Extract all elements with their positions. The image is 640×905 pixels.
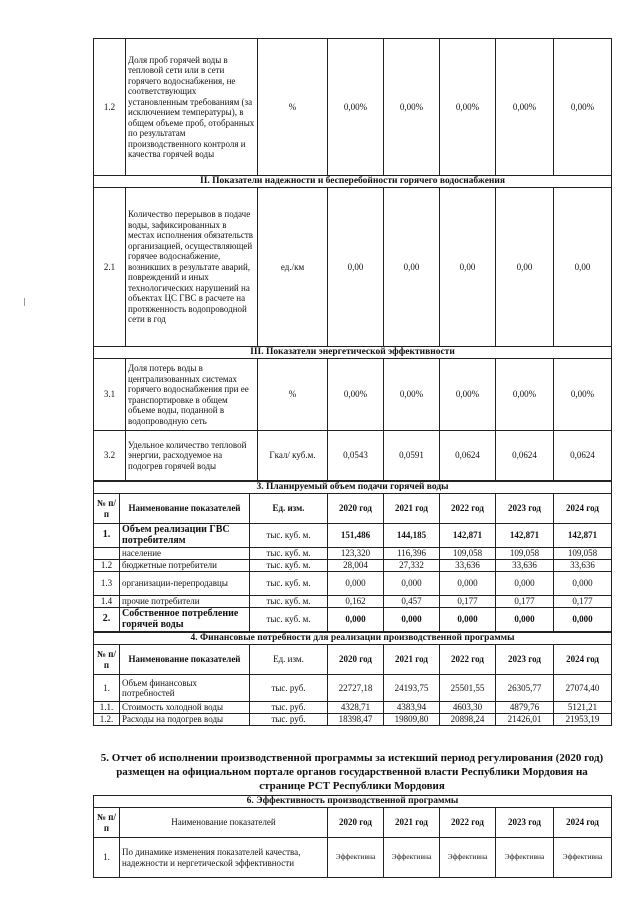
table-title: 3. Планируемый объем подачи горячей воды	[94, 482, 612, 494]
header-name: Наименование показателей	[120, 494, 250, 524]
row-name: Количество перерывов в подаче воды, зафиксированных в местах исполнения обязательств организацией, осуществляющей горячее водоснабжение, возникших в результате аварий, повреждений и иных технологических нарушений на объектах ЦС ГВС в расчете на протяженность водопроводной сети в год	[126, 188, 258, 347]
row-unit: тыс. куб. м.	[250, 572, 328, 596]
value-2023: 33,636	[496, 560, 554, 572]
header-year: 2023 год	[496, 494, 554, 524]
row-name: Расходы на подогрев воды	[120, 714, 250, 726]
value-2020: 22727,18	[328, 675, 384, 702]
header-number: № п/п	[94, 645, 120, 675]
value-2021: 0,0591	[384, 431, 440, 481]
table-row	[94, 39, 612, 176]
table-row	[94, 359, 612, 431]
row-unit: тыс. куб. м.	[250, 524, 328, 548]
value-2023: 0,00%	[496, 39, 554, 176]
value-2024: 33,636	[554, 560, 612, 572]
value-2021: 0,000	[384, 608, 440, 632]
table-row	[94, 838, 612, 878]
value-2024: 0,0624	[554, 431, 612, 481]
value-2024: 21953,19	[554, 714, 612, 726]
value-2022: 4603,30	[440, 702, 496, 714]
row-unit: тыс. руб.	[250, 675, 328, 702]
row-number: 1.2	[94, 560, 120, 572]
row-unit: тыс. куб. м.	[250, 548, 328, 560]
row-name: Доля проб горячей воды в тепловой сети или в сети горячего водоснабжения, не соответствующих установленным требованиям (за исключением температуры), в общем объеме проб, отобранных по результатам производственного контроля и качества горячей воды	[126, 39, 258, 176]
value-2023: 4879,76	[496, 702, 554, 714]
row-unit: Гкал/ куб.м.	[258, 431, 328, 481]
header-year: 2020 год	[328, 645, 384, 675]
value-2023: 21426,01	[496, 714, 554, 726]
row-unit: тыс. куб. м.	[250, 596, 328, 608]
value-2022: 0,000	[440, 608, 496, 632]
value-2020: 0,00%	[328, 359, 384, 431]
header-year: 2022 год	[440, 808, 496, 838]
value-2022: 142,871	[440, 524, 496, 548]
header-year: 2021 год	[384, 645, 440, 675]
value-2024: Эффективна	[554, 838, 612, 878]
row-unit: тыс. руб.	[250, 714, 328, 726]
table-title-row	[94, 796, 612, 808]
value-2024: 27074,40	[554, 675, 612, 702]
value-2022: 20898,24	[440, 714, 496, 726]
report-paragraph: 5. Отчет об исполнении производственной программы за истекший период регулирования (2020 год) размещен на официальном портале органов государственной власти Республики Мордовия на странице РСТ Республики Мордовия	[100, 752, 604, 792]
header-year: 2023 год	[496, 645, 554, 675]
header-year: 2021 год	[384, 494, 440, 524]
row-name: Объем реализации ГВС потребителям	[120, 524, 250, 548]
value-2020: 123,320	[328, 548, 384, 560]
section-header-row	[94, 347, 612, 359]
value-2020: 0,162	[328, 596, 384, 608]
header-name: Наименование показателей	[120, 808, 328, 838]
row-name: Удельное количество тепловой энергии, расходуемое на подогрев горячей воды	[126, 431, 258, 481]
value-2021: 116,396	[384, 548, 440, 560]
header-row	[94, 494, 612, 524]
header-name: Наименование показателей	[120, 645, 250, 675]
value-2024: 142,871	[554, 524, 612, 548]
margin-mark	[24, 298, 25, 306]
value-2020: 0,000	[328, 608, 384, 632]
table-row	[94, 431, 612, 481]
value-2023: 26305,77	[496, 675, 554, 702]
value-2024: 0,00%	[554, 359, 612, 431]
row-number: 1.2	[94, 39, 126, 176]
row-unit: тыс. куб. м.	[250, 560, 328, 572]
row-name: Доля потерь воды в централизованных системах горячего водоснабжения при ее транспортировке в общем объеме воды, поданной в водопроводную сеть	[126, 359, 258, 431]
row-number: 3.2	[94, 431, 126, 481]
table-row	[94, 596, 612, 608]
value-2022: 0,00	[440, 188, 496, 347]
row-name: прочие потребители	[120, 596, 250, 608]
header-year: 2024 год	[554, 808, 612, 838]
value-2023: 0,177	[496, 596, 554, 608]
row-name: Объем финансовых потребностей	[120, 675, 250, 702]
value-2020: 4328,71	[328, 702, 384, 714]
section-header-row	[94, 176, 612, 188]
value-2022: 0,0624	[440, 431, 496, 481]
row-number: 2.	[94, 608, 120, 632]
row-number: 1.	[94, 675, 120, 702]
table-title: 4. Финансовые потребности для реализации производственной программы	[94, 633, 612, 645]
header-year: 2021 год	[384, 808, 440, 838]
row-number	[94, 548, 120, 560]
header-year: 2020 год	[328, 494, 384, 524]
value-2024: 5121,21	[554, 702, 612, 714]
value-2020: 151,486	[328, 524, 384, 548]
financial-needs-table	[93, 632, 612, 726]
row-unit: ед./км	[258, 188, 328, 347]
value-2021: Эффективна	[384, 838, 440, 878]
value-2024: 0,00%	[554, 39, 612, 176]
table-row	[94, 675, 612, 702]
value-2020: 28,004	[328, 560, 384, 572]
table-row	[94, 560, 612, 572]
table-row	[94, 714, 612, 726]
value-2021: 0,00%	[384, 39, 440, 176]
value-2021: 4383,94	[384, 702, 440, 714]
table-title: 6. Эффективность производственной программы	[94, 796, 612, 808]
row-number: 1.1.	[94, 702, 120, 714]
header-year: 2024 год	[554, 645, 612, 675]
value-2023: 142,871	[496, 524, 554, 548]
value-2024: 0,000	[554, 572, 612, 596]
value-2022: 0,00%	[440, 39, 496, 176]
indicators-table	[93, 38, 612, 481]
header-number: № п/п	[94, 494, 120, 524]
row-name: население	[120, 548, 250, 560]
value-2020: 0,000	[328, 572, 384, 596]
value-2024: 0,177	[554, 596, 612, 608]
value-2020: Эффективна	[328, 838, 384, 878]
value-2021: 0,000	[384, 572, 440, 596]
value-2021: 144,185	[384, 524, 440, 548]
value-2020: 0,0543	[328, 431, 384, 481]
section-title: II. Показатели надежности и бесперебойности горячего водоснабжения	[94, 176, 612, 188]
row-name: По динамике изменения показателей качества, надежности и нергетической эффективности	[120, 838, 328, 878]
value-2023: Эффективна	[496, 838, 554, 878]
table-row	[94, 572, 612, 596]
value-2022: 109,058	[440, 548, 496, 560]
value-2023: 0,000	[496, 572, 554, 596]
value-2021: 0,457	[384, 596, 440, 608]
efficiency-table	[93, 795, 612, 878]
value-2020: 18398,47	[328, 714, 384, 726]
value-2023: 0,00	[496, 188, 554, 347]
row-unit: %	[258, 359, 328, 431]
header-row	[94, 808, 612, 838]
value-2024: 0,000	[554, 608, 612, 632]
row-number: 1.	[94, 838, 120, 878]
value-2023: 0,000	[496, 608, 554, 632]
value-2023: 0,0624	[496, 431, 554, 481]
value-2023: 109,058	[496, 548, 554, 560]
value-2021: 0,00	[384, 188, 440, 347]
value-2022: 0,177	[440, 596, 496, 608]
value-2021: 24193,75	[384, 675, 440, 702]
value-2024: 0,00	[554, 188, 612, 347]
table-title-row	[94, 482, 612, 494]
header-year: 2023 год	[496, 808, 554, 838]
row-number: 1.4	[94, 596, 120, 608]
section-title: III. Показатели энергетической эффективности	[94, 347, 612, 359]
row-unit: тыс. куб. м.	[250, 608, 328, 632]
row-unit: %	[258, 39, 328, 176]
header-year: 2022 год	[440, 645, 496, 675]
row-name: бюджетные потребители	[120, 560, 250, 572]
row-unit: тыс. руб.	[250, 702, 328, 714]
header-year: 2020 год	[328, 808, 384, 838]
value-2022: 0,000	[440, 572, 496, 596]
table-row	[94, 524, 612, 548]
row-number: 2.1	[94, 188, 126, 347]
planned-volume-table	[93, 481, 612, 632]
value-2022: 33,636	[440, 560, 496, 572]
value-2021: 0,00%	[384, 359, 440, 431]
table-title-row	[94, 633, 612, 645]
table-row	[94, 702, 612, 714]
row-number: 1.3	[94, 572, 120, 596]
value-2020: 0,00	[328, 188, 384, 347]
value-2022: 25501,55	[440, 675, 496, 702]
value-2023: 0,00%	[496, 359, 554, 431]
header-number: № п/п	[94, 808, 120, 838]
value-2021: 19809,80	[384, 714, 440, 726]
value-2024: 109,058	[554, 548, 612, 560]
row-name: Стоимость холодной воды	[120, 702, 250, 714]
value-2020: 0,00%	[328, 39, 384, 176]
row-number: 1.	[94, 524, 120, 548]
header-year: 2024 год	[554, 494, 612, 524]
row-name: Собственное потребление горячей воды	[120, 608, 250, 632]
header-year: 2022 год	[440, 494, 496, 524]
table-row	[94, 548, 612, 560]
table-row	[94, 188, 612, 347]
value-2021: 27,332	[384, 560, 440, 572]
row-number: 3.1	[94, 359, 126, 431]
header-unit: Ед. изм.	[250, 645, 328, 675]
table-row	[94, 608, 612, 632]
header-unit: Ед. изм.	[250, 494, 328, 524]
value-2022: 0,00%	[440, 359, 496, 431]
row-name: организации-перепродавцы	[120, 572, 250, 596]
header-row	[94, 645, 612, 675]
row-number: 1.2.	[94, 714, 120, 726]
value-2022: Эффективна	[440, 838, 496, 878]
